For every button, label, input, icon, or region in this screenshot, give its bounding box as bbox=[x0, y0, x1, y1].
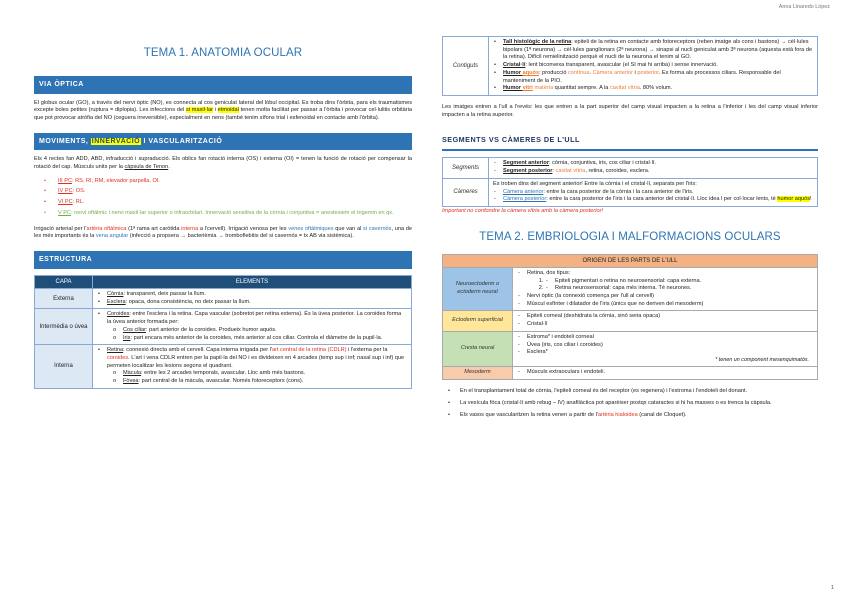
highlight-etmoidal: etmoidal bbox=[217, 107, 239, 114]
list-item: • Cristal·lí: lent biconvexa transparent, avascular (el SI mai hi arriba) i sense innervació. bbox=[493, 62, 813, 70]
contiguts-label: Contiguts bbox=[443, 37, 489, 96]
layer-externa: Externa bbox=[35, 289, 93, 309]
table-row bbox=[443, 158, 818, 178]
table-header-capa: CAPA bbox=[35, 275, 93, 288]
highlight-si-maxillar: si maxil·lar bbox=[186, 107, 213, 114]
contiguts-table bbox=[442, 36, 818, 96]
list-item: - Càmera posterior: entre la cara posterior de l'iris i la cara anterior del cristal·lí. Lloc idea l per col·locar lents, té humor aquós! bbox=[493, 196, 813, 204]
list-item: - 1. Epiteli pigmentari o retina no neurosensorial: capa externa. bbox=[545, 278, 813, 286]
list-item: - Càmera anterior: entre la cara posterior de la còrnia i la cara anterior de l'iris. bbox=[493, 189, 813, 197]
irrigacio-paragraph: Irrigació arterial per l'artèria oftàlmica (1ª rama art caròtida interna a l'cervell). Irrigació venosa per les venes oftàlmiques que van al si cavernós, una de les més importants és la vena angular (infecció a propsera → bacterièmia → tromboflebitis del si cavernós = tx AB via sistèmica). bbox=[34, 225, 412, 240]
list-item: - Retina, dos tipus: - 1. Epiteli pigmentari o retina no neurosensorial: capa externa. - 2. Retina neurosensorial: capa més interna. Té neurones. bbox=[517, 270, 813, 293]
list-item: • Coroides: entre l'esclera i la retina. Capa vascular (sobretot per retina externa). És la úvea posterior. La coroides forma la úvea anterior formada per: o Cos ciliar: part anterior de la coroides. Produeix humor aquós. o Iris: part encara més anterior de la coroides, més anterior al cos ciliar. Controla el diàmetre de la pupil·la. bbox=[97, 311, 407, 342]
embriologia-table bbox=[442, 254, 818, 381]
list-item: • V PC: nervi oftàlmic i nervi maxil·lar superior o infraorbitari. Innervació sensitiva de la còrnia i conjuntiva = anestesiem el trigemin en qx. bbox=[44, 210, 412, 218]
table-row: Càmeres Es troben dins del segment anterior! Entre la còrnia i el cristal·lí, separats per l'iris: - Càmera anterior: entre la cara posterior de la còrnia i la cara anterior de l'iris. - Càmera posterior: entre la cara posterior de l'iris i la cara anterior del cristal·lí. Lloc idea l per col·locar lents, té humor aquós! bbox=[443, 178, 818, 206]
embriologia-notes-list bbox=[446, 388, 818, 419]
table-row bbox=[443, 311, 818, 331]
list-item: • Els vasos que vascularitzen la retina venen a partir de l'artèria hialoidea (canal de Cloquet). bbox=[446, 412, 818, 420]
table-row bbox=[443, 367, 818, 380]
list-item: • III PC: RS, RI, RM, elevador parpella, OI. bbox=[44, 178, 412, 186]
list-item: - Músculs extraoculars i endoteli. bbox=[517, 369, 813, 377]
list-item: • Còrnia: transparent, deix passar la llum. bbox=[97, 291, 407, 299]
list-item: o Màcula: entre les 2 arcades temporals, avascular. Lloc amb més bastons. bbox=[113, 370, 407, 378]
cameres-label: Càmeres bbox=[443, 178, 489, 206]
list-item: • Humor aquós: producció contínua. Càmera anterior i posterior. Es forma als processos ciliars. Responsable del manteniment de la PIO. bbox=[493, 70, 813, 85]
table-row bbox=[35, 345, 412, 389]
table-header-row bbox=[35, 275, 412, 288]
cresta-footnote: * tenen un component mesenquimatós. bbox=[715, 357, 809, 364]
list-item: • VI PC: RL. bbox=[44, 199, 412, 207]
list-item: • La vesícula fóca (cristal·lí amb rebug – IV) anafilàctica pot aparèixer postqx cataractes si hi ha masses o es trenca la càpsula. bbox=[446, 400, 818, 408]
table-row bbox=[443, 331, 818, 367]
moviments-paragraph: Els 4 rectes fan ADD, ABD, infraducció i supraducció. Els oblics fan rotació interna (OS) i externa (OI) = tenen la funció de rotació per compensar la rotació del cap. Músculs units per la càpsula de Tenon. bbox=[34, 156, 412, 171]
table-header-row bbox=[443, 254, 818, 267]
list-item: - Segment posterior: cavitat vítria, retina, coroides, esclera. bbox=[493, 168, 813, 176]
list-item: • Retina: connexió directa amb el cervell. Capa interna irrigada per l'art central de la retina (CDLR) i l'externa per la coroides. L'art i vena CDLR entren per la papil·la del NO i es divideixen en 4 arcades (temp sup i inf; nasal sup i inf) que permeten localitzar les lesions segons el quadrant. o Màcula: entre les 2 arcades temporals, avascular. Lloc amb més bastons. o Fòvea: part central de la màcula, avascular. Només fotoreceptors (cons). bbox=[97, 347, 407, 386]
section-heading-via-optica: VIA ÒPTICA bbox=[34, 76, 412, 94]
list-item: - Nervi òptic (la connexió comença per l'ull al cervell) bbox=[517, 293, 813, 301]
table-header-origen: ORIGEN DE LES PARTS DE L'ULL bbox=[443, 254, 818, 267]
list-item: • En el transplantament total de còrnia, l'epiteli corneal és del receptor (es regenera) i l'estroma i l'endoteli del donant. bbox=[446, 388, 818, 396]
section-heading-moviments: MOVIMENTS, INNERVACIÓ I VASCULARITZACIÓ bbox=[34, 133, 412, 151]
tema2-title: TEMA 2. EMBRIOLOGIA I MALFORMACIONS OCULARS bbox=[479, 230, 781, 243]
list-item: - Segment anterior: còrnia, conjuntiva, iris, cos ciliar i cristal·lí. bbox=[493, 160, 813, 168]
section-heading-estructura: ESTRUCTURA bbox=[34, 251, 412, 269]
via-optica-paragraph: El globus ocular (GO), a través del nervi òptic (NO), es connecta al cos geniculat lateral del lòbul occipital. Es troba dins l'òrbita, para els traumatismes excepte boles petites (ruptura = diplopia). Les infeccions del si maxil·lar i etmoidal tenen molta facilitat per passar a l'òrbita i provocar cel·lulitis orbitària que pot provocar atròfia del NO (ceguera irreversible), especialment en nens (també tenim sífons trial i esfenoidal en contacte amb l'òrbita). bbox=[34, 99, 412, 121]
author-name: Anna Linaredo López bbox=[778, 4, 830, 10]
list-item: o Iris: part encara més anterior de la coroides, més anterior al cos ciliar. Controla el diàmetre de la pupil·la. bbox=[113, 335, 407, 343]
right-column bbox=[442, 36, 818, 423]
list-item: o Fòvea: part central de la màcula, avascular. Només fotoreceptors (cons). bbox=[113, 378, 407, 386]
list-item: • IV PC: OS. bbox=[44, 188, 412, 196]
page-number: 1 bbox=[830, 585, 834, 592]
list-item: • Humor vitri matèria quantitat sempre. A la cavitat vítria. 80% volum. bbox=[493, 85, 813, 93]
section-heading-segments: SEGMENTS VS CÀMERES DE L'ULL bbox=[442, 129, 818, 151]
list-item: - Múscul esfínter i dilatador de l'iris (únics que no deriven del mesoderm) bbox=[517, 301, 813, 309]
layer-interna: Interna bbox=[35, 345, 93, 389]
list-item: - Esclera* bbox=[517, 349, 813, 357]
list-item: • Tall histològic de la retina: epiteli de la retina en contacte amb fotoreceptors (reben imatge als cons i bastons) → cèl·lules bipolars (1ª neurona) → cèl·lules ganglionars (2ª neurona) → sinapsi al nucli geniculat amb 3ª neurona (aquesta està fora de la retina). Difícil remielinització perquè el nucli de la neurona el tenim al GO. bbox=[493, 39, 813, 62]
list-item: - 2. Retina neurosensorial: capa més interna. Té neurones. bbox=[545, 285, 813, 293]
list-item: - Cristal·lí bbox=[517, 321, 813, 329]
table-row bbox=[443, 37, 818, 96]
layer-intermedia: Intermèdia o úvea bbox=[35, 309, 93, 345]
tema1-title: TEMA 1. ANATOMIA OCULAR bbox=[143, 47, 303, 59]
highlight-innervacio: INNERVACIÓ bbox=[91, 137, 141, 145]
table-row bbox=[443, 267, 818, 311]
origin-mesoderm: Mesoderm bbox=[443, 367, 513, 380]
segments-table bbox=[442, 157, 818, 207]
table-row bbox=[35, 289, 412, 309]
list-item: - Epiteli corneal (deshidrata la còrnia, sinó seria opaca) bbox=[517, 313, 813, 321]
table-header-elements: ELEMENTS bbox=[93, 275, 412, 288]
origin-ectoderm: Ectoderm superficial bbox=[443, 311, 513, 331]
imatges-paragraph: Les imatges entren a l'ull a l'revés: les que entren a la part superior del camp visual impacten a la retina a l'inferior i les del camp visual inferior impacten a la retina superior. bbox=[442, 104, 818, 118]
origin-neuroectoderm: Neuroectoderm o ectoderm neural bbox=[443, 267, 513, 311]
list-item: o Cos ciliar: part anterior de la coroides. Produeix humor aquós. bbox=[113, 327, 407, 335]
important-note: Important no confondre la càmera vítria amb la càmera posterior! bbox=[442, 208, 604, 214]
list-item: • Esclera: opaca, dona consistència, no deix passar la llum. bbox=[97, 299, 407, 307]
segments-label: Segments bbox=[443, 158, 489, 178]
estructura-table bbox=[34, 275, 412, 389]
left-column bbox=[34, 22, 412, 389]
highlight-humor-aquos: humor aquós bbox=[777, 196, 811, 203]
list-item: - Estroma* i endoteli corneal bbox=[517, 334, 813, 342]
origin-cresta-neural: Cresta neural bbox=[443, 331, 513, 367]
list-item: - Úvea (iris, cos ciliar i coroides) bbox=[517, 342, 813, 350]
cranial-nerves-list bbox=[44, 178, 412, 218]
table-row bbox=[35, 309, 412, 345]
